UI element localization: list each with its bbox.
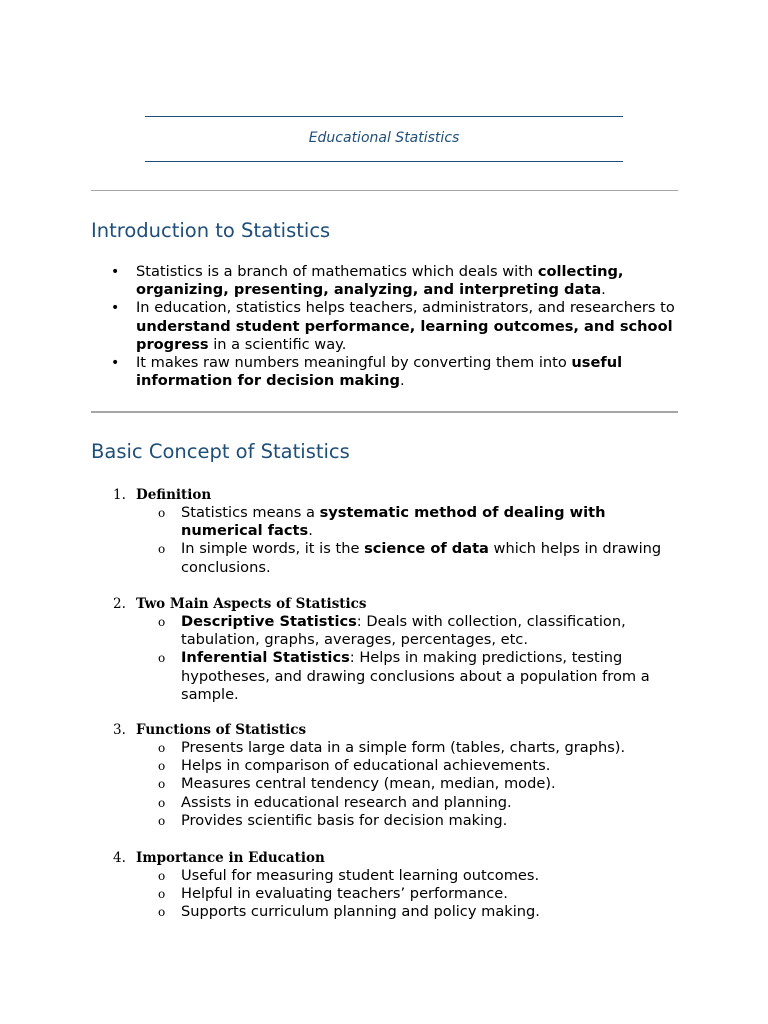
list-item — [91, 649, 681, 704]
sub-list — [91, 613, 681, 704]
item-emphasis: Inferential Statistics — [181, 649, 350, 667]
list-item — [91, 504, 681, 540]
item-text: Assists in educational research and planning. — [181, 793, 512, 811]
list-item — [91, 903, 681, 921]
item-text: Helpful in evaluating teachers’ performance. — [181, 885, 508, 903]
item-text-end: in a scientific way. — [208, 335, 347, 353]
item-text-end: . — [399, 372, 405, 390]
list-item — [91, 299, 681, 354]
item-text: In simple words, it is the — [181, 540, 365, 558]
item-text-end: . — [601, 281, 606, 299]
item-number: 1. — [113, 487, 126, 503]
divider — [91, 411, 678, 413]
item-text: In education, statistics helps teachers, administrators, and researchers to — [136, 299, 675, 317]
list-item — [91, 775, 681, 793]
numbered-item-definition — [91, 486, 681, 577]
item-text: Useful for measuring student learning outcomes. — [181, 867, 540, 884]
item-text: Helps in comparison of educational achievements. — [181, 757, 551, 775]
item-text: It makes raw numbers meaningful by converting them into — [136, 354, 572, 372]
list-item — [91, 812, 681, 830]
bullet-icon: • — [111, 355, 120, 372]
section-heading-introduction: Introduction to Statistics — [91, 219, 331, 242]
list-item — [91, 757, 681, 775]
item-text-end: : Deals with collection, classification, tabulation, graphs, averages, percentages, etc. — [181, 613, 626, 649]
item-text: Provides scientific basis for decision making. — [181, 811, 508, 829]
list-item — [91, 540, 681, 576]
numbered-item-functions — [91, 721, 681, 830]
circle-bullet-icon: o — [158, 615, 166, 629]
numbered-item-importance — [91, 849, 681, 922]
numbered-item-heading — [91, 849, 681, 867]
list-item — [91, 354, 681, 390]
header-title: Educational Statistics — [308, 130, 460, 146]
list-item — [91, 613, 681, 649]
item-text: Supports curriculum planning and policy making. — [181, 903, 540, 921]
intro-bullet-list — [91, 263, 681, 390]
circle-bullet-icon: o — [158, 759, 166, 774]
circle-bullet-icon: o — [158, 887, 166, 902]
numbered-item-heading — [91, 595, 681, 613]
item-text: Presents large data in a simple form (tables, charts, graphs). — [181, 739, 626, 756]
item-text: Measures central tendency (mean, median, mode). — [181, 775, 556, 793]
list-item — [91, 867, 681, 885]
item-emphasis: science of data — [364, 540, 489, 558]
item-text: Statistics is a branch of mathematics which deals with — [136, 263, 538, 280]
circle-bullet-icon: o — [158, 905, 166, 920]
item-title: Two Main Aspects of Statistics — [136, 596, 367, 612]
circle-bullet-icon: o — [158, 813, 166, 828]
item-number: 2. — [113, 596, 126, 612]
circle-bullet-icon: o — [158, 651, 166, 666]
item-text: Statistics means a — [181, 504, 320, 521]
circle-bullet-icon: o — [158, 777, 166, 792]
list-item — [91, 885, 681, 903]
sub-list — [91, 504, 681, 577]
bullet-icon: • — [111, 264, 120, 280]
bullet-icon: • — [111, 300, 120, 317]
list-item — [91, 794, 681, 812]
circle-bullet-icon: o — [158, 542, 166, 557]
list-item — [91, 263, 681, 299]
sub-list — [91, 739, 681, 830]
page-header — [145, 116, 623, 162]
circle-bullet-icon: o — [158, 795, 166, 810]
circle-bullet-icon: o — [158, 506, 166, 520]
sub-list — [91, 867, 681, 922]
item-number: 4. — [113, 850, 126, 866]
item-text-end: . — [308, 522, 313, 540]
circle-bullet-icon: o — [158, 869, 166, 883]
numbered-item-two-main-aspects — [91, 595, 681, 704]
list-item — [91, 739, 681, 757]
divider — [91, 190, 678, 191]
item-emphasis: systematic method of dealing with numerical facts — [181, 504, 606, 540]
item-number: 3. — [113, 722, 126, 738]
numbered-item-heading — [91, 486, 681, 504]
item-emphasis: collecting, organizing, presenting, analyzing, and interpreting data — [136, 263, 624, 299]
item-title: Functions of Statistics — [136, 722, 307, 738]
section-heading-basic-concept: Basic Concept of Statistics — [91, 440, 350, 463]
item-title: Importance in Education — [136, 850, 325, 866]
item-text-end: which helps in drawing conclusions. — [181, 540, 662, 576]
item-title: Definition — [136, 487, 212, 503]
item-text-end: : Helps in making predictions, testing hypotheses, and drawing conclusions about a population from a sample. — [181, 649, 650, 703]
numbered-item-heading — [91, 721, 681, 739]
item-emphasis: Descriptive Statistics — [181, 613, 357, 630]
item-emphasis: useful information for decision making — [136, 354, 623, 390]
item-emphasis: understand student performance, learning outcomes, and school progress — [136, 317, 673, 353]
circle-bullet-icon: o — [158, 741, 166, 755]
